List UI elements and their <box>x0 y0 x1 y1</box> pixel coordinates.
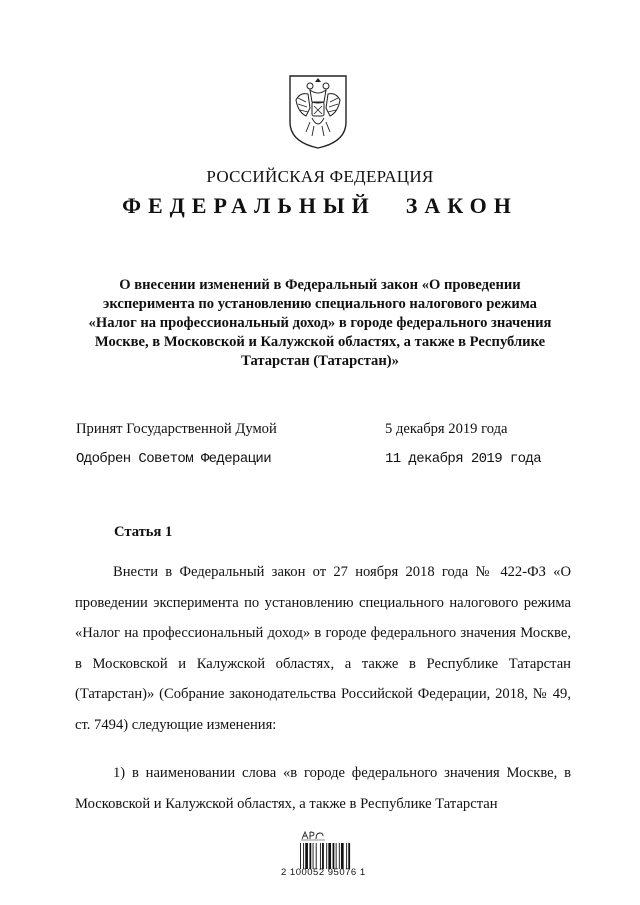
title-line: Москве, в Московской и Калужской областях, а также в Республике <box>94 334 546 350</box>
registration-mark-icon <box>300 829 326 841</box>
approved-date: 11 декабря 2019 года <box>385 451 542 467</box>
document-type-heading <box>0 193 640 219</box>
title-line: Татарстан (Татарстан)» <box>241 353 399 369</box>
title-line: «Налог на профессиональный доход» в городе федерального значения <box>88 315 552 331</box>
article-paragraph-2: 1) в наименовании слова «в городе федерального значения Москве, в Московской и Калужской областях, а также в Республике Татарстан <box>75 765 571 812</box>
adopted-date: 5 декабря 2019 года <box>385 421 508 437</box>
article-heading: Статья 1 <box>114 524 173 540</box>
approved-label: Одобрен Советом Федерации <box>76 451 272 467</box>
adopted-label: Принят Государственной Думой <box>76 421 277 437</box>
title-line: эксперимента по установлению специального налогового режима <box>103 296 537 312</box>
barcode <box>300 843 368 869</box>
doc-type-word-1: ФЕДЕРАЛЬНЫЙ <box>122 193 376 218</box>
law-title <box>80 276 560 371</box>
coat-of-arms-emblem <box>286 72 350 150</box>
doc-type-word-2: ЗАКОН <box>405 193 518 218</box>
country-name: РОССИЙСКАЯ ФЕДЕРАЦИЯ <box>206 167 434 186</box>
article-paragraph-1: Внести в Федеральный закон от 27 ноября 2018 года № 422-ФЗ «О проведении эксперимента по установлению специального налогового режима «Налог на профессиональный доход» в городе федерального значения Москве, в Московской и Калужской областях, а также в Республике Татарстан (Татарстан)» (Собрание законодательства Российской Федерации, 2018, № 49, ст. 7494) следующие изменения: <box>75 564 571 733</box>
barcode-number: 2 100052 95076 1 <box>281 867 366 878</box>
title-line: О внесении изменений в Федеральный закон «О проведении <box>119 277 521 293</box>
